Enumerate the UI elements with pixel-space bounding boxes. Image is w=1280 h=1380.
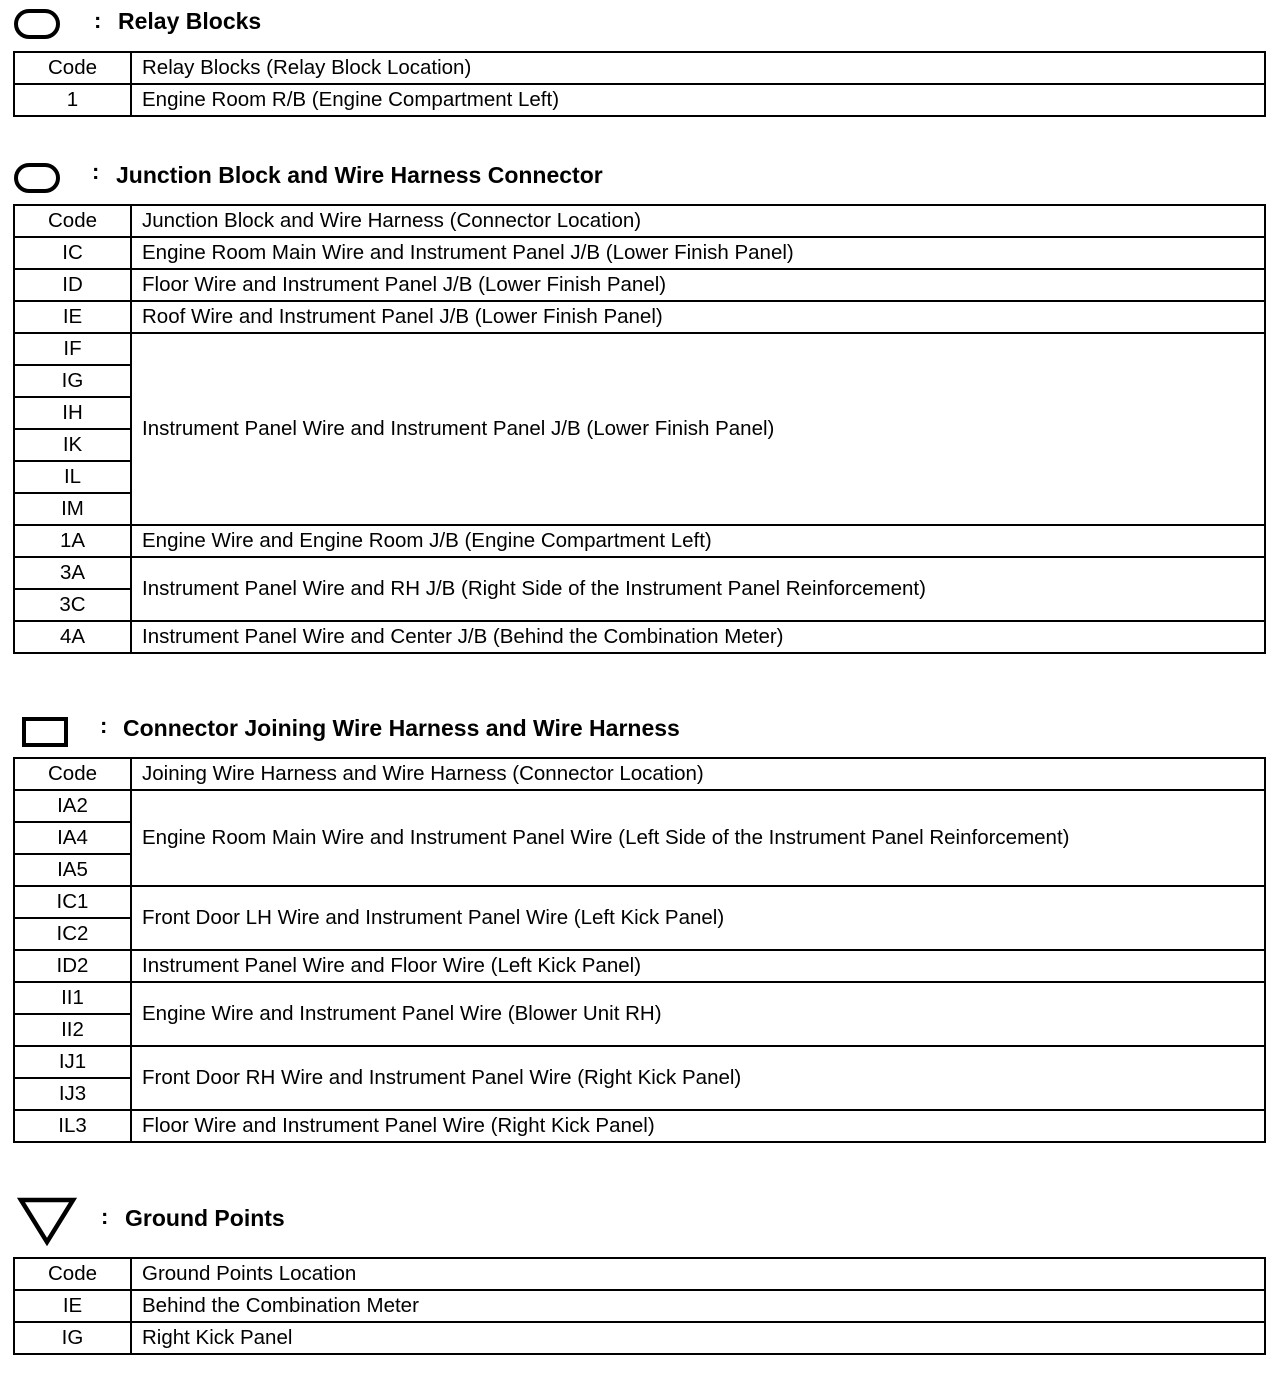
code-cell: IK (14, 429, 131, 461)
table-row (14, 886, 1265, 918)
relay-blocks-colon: : (94, 8, 102, 33)
code-cell: 3A (14, 557, 131, 589)
code-cell: II1 (14, 982, 131, 1014)
code-cell: IA5 (14, 854, 131, 886)
relay-blocks-title: Relay Blocks (118, 8, 262, 34)
table-header-row (14, 205, 1265, 237)
code-cell: IC (14, 237, 131, 269)
ground-point-triangle-icon (17, 1196, 77, 1248)
location-cell: Instrument Panel Wire and Floor Wire (Left Kick Panel) (131, 950, 1265, 982)
location-cell: Instrument Panel Wire and Center J/B (Behind the Combination Meter) (131, 621, 1265, 653)
code-cell: 1A (14, 525, 131, 557)
table-header-row (14, 758, 1265, 790)
code-cell: IA2 (14, 790, 131, 822)
code-column-header: Code (14, 1258, 131, 1290)
location-column-header: Relay Blocks (Relay Block Location) (131, 52, 1265, 84)
code-cell: IL (14, 461, 131, 493)
relay-block-symbol-icon (14, 9, 60, 39)
location-cell: Right Kick Panel (131, 1322, 1265, 1354)
code-column-header: Code (14, 52, 131, 84)
location-cell: Front Door LH Wire and Instrument Panel Wire (Left Kick Panel) (131, 886, 1265, 950)
code-column-header: Code (14, 758, 131, 790)
table-row (14, 1322, 1265, 1354)
table-row (14, 1110, 1265, 1142)
table-row (14, 621, 1265, 653)
table-row (14, 301, 1265, 333)
code-cell: ID (14, 269, 131, 301)
location-column-header: Joining Wire Harness and Wire Harness (Connector Location) (131, 758, 1265, 790)
table-row (14, 982, 1265, 1014)
relay-blocks-heading (0, 4, 1280, 44)
ground-points-heading (0, 1196, 1280, 1252)
code-cell: IM (14, 493, 131, 525)
junction-block-symbol-icon (14, 163, 60, 193)
location-cell: Engine Room Main Wire and Instrument Panel Wire (Left Side of the Instrument Panel Reinforcement) (131, 790, 1265, 886)
code-cell: 1 (14, 84, 131, 116)
code-cell: IH (14, 397, 131, 429)
relay-blocks-table (13, 51, 1266, 117)
table-row (14, 84, 1265, 116)
table-row (14, 1046, 1265, 1078)
ground-points-colon: : (101, 1204, 109, 1229)
joining-connector-symbol-icon (22, 717, 68, 747)
code-cell: IE (14, 1290, 131, 1322)
joining-connector-heading (0, 712, 1280, 752)
joining-connector-title: Connector Joining Wire Harness and Wire Harness (123, 715, 680, 741)
location-cell: Engine Room Main Wire and Instrument Panel J/B (Lower Finish Panel) (131, 237, 1265, 269)
location-cell: Front Door RH Wire and Instrument Panel Wire (Right Kick Panel) (131, 1046, 1265, 1110)
table-header-row (14, 1258, 1265, 1290)
junction-block-table (13, 204, 1266, 654)
table-row (14, 333, 1265, 365)
junction-block-heading (0, 158, 1280, 198)
code-cell: IJ1 (14, 1046, 131, 1078)
code-cell: IL3 (14, 1110, 131, 1142)
code-cell: IG (14, 365, 131, 397)
code-cell: IF (14, 333, 131, 365)
location-column-header: Ground Points Location (131, 1258, 1265, 1290)
code-column-header: Code (14, 205, 131, 237)
junction-block-colon: : (92, 159, 100, 184)
table-row (14, 557, 1265, 589)
table-header-row (14, 52, 1265, 84)
location-cell: Instrument Panel Wire and RH J/B (Right Side of the Instrument Panel Reinforcement) (131, 557, 1265, 621)
ground-points-table (13, 1257, 1266, 1355)
location-cell: Instrument Panel Wire and Instrument Panel J/B (Lower Finish Panel) (131, 333, 1265, 525)
location-column-header: Junction Block and Wire Harness (Connector Location) (131, 205, 1265, 237)
table-row (14, 950, 1265, 982)
table-row (14, 525, 1265, 557)
joining-connector-colon: : (100, 713, 108, 738)
location-cell: Roof Wire and Instrument Panel J/B (Lower Finish Panel) (131, 301, 1265, 333)
table-row (14, 269, 1265, 301)
code-cell: IE (14, 301, 131, 333)
code-cell: 3C (14, 589, 131, 621)
junction-block-title: Junction Block and Wire Harness Connector (116, 162, 603, 188)
code-cell: IJ3 (14, 1078, 131, 1110)
code-cell: IG (14, 1322, 131, 1354)
code-cell: ID2 (14, 950, 131, 982)
location-cell: Engine Wire and Engine Room J/B (Engine Compartment Left) (131, 525, 1265, 557)
code-cell: IA4 (14, 822, 131, 854)
table-row (14, 237, 1265, 269)
code-cell: 4A (14, 621, 131, 653)
ground-points-title: Ground Points (125, 1205, 285, 1231)
code-cell: II2 (14, 1014, 131, 1046)
location-cell: Engine Wire and Instrument Panel Wire (Blower Unit RH) (131, 982, 1265, 1046)
joining-connector-table (13, 757, 1266, 1143)
code-cell: IC1 (14, 886, 131, 918)
table-row (14, 790, 1265, 822)
location-cell: Behind the Combination Meter (131, 1290, 1265, 1322)
location-cell: Engine Room R/B (Engine Compartment Left) (131, 84, 1265, 116)
table-row (14, 1290, 1265, 1322)
location-cell: Floor Wire and Instrument Panel J/B (Lower Finish Panel) (131, 269, 1265, 301)
code-cell: IC2 (14, 918, 131, 950)
location-cell: Floor Wire and Instrument Panel Wire (Right Kick Panel) (131, 1110, 1265, 1142)
